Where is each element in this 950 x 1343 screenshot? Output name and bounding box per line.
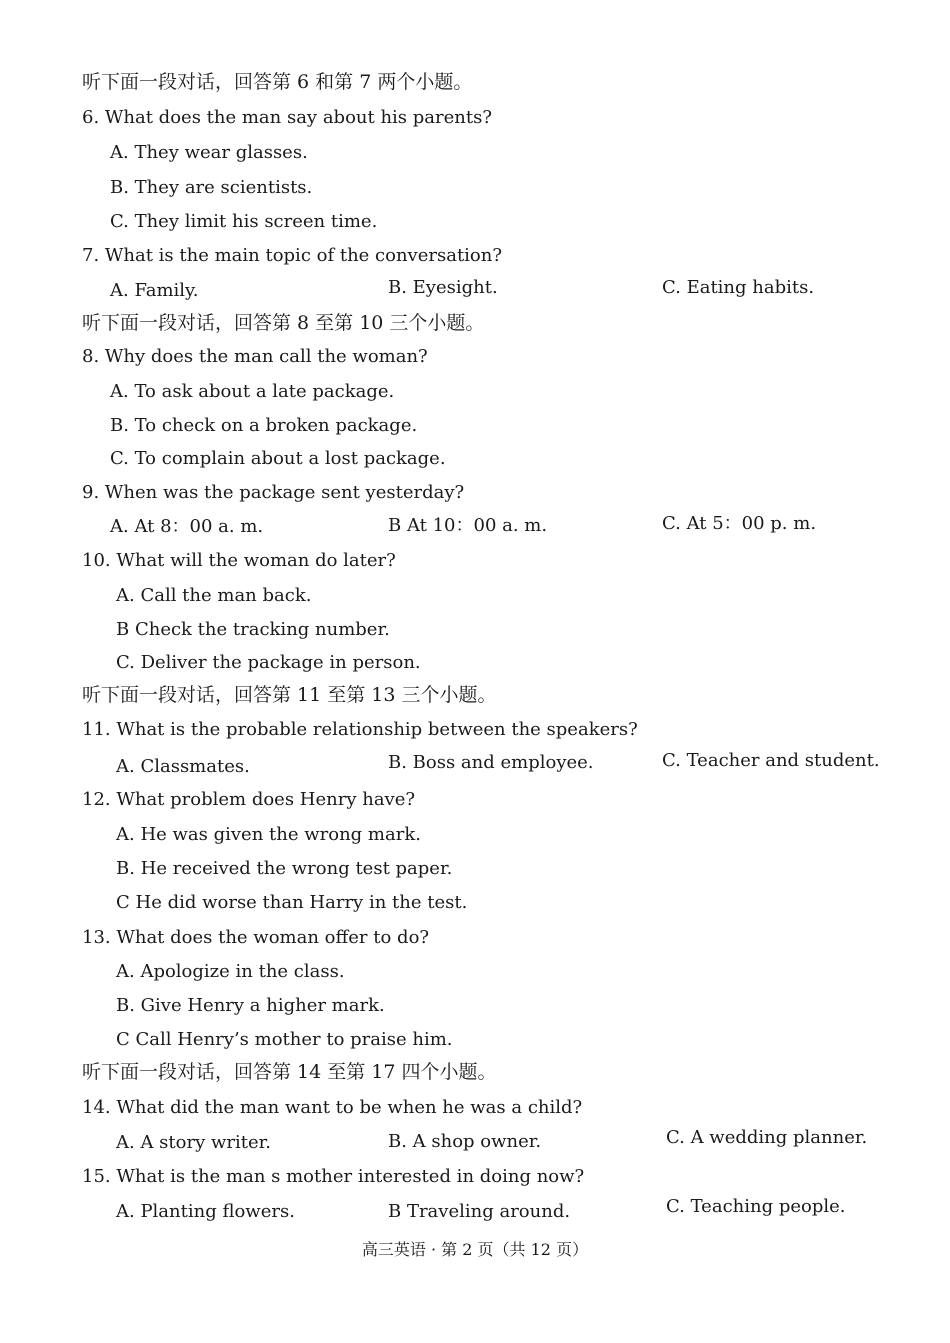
option-a: A. A story writer.: [116, 1132, 271, 1153]
option-c: C. A wedding planner.: [666, 1127, 868, 1148]
question-stem: 12. What problem does Henry have?: [82, 789, 416, 810]
question-stem: 11. What is the probable relationship between the speakers?: [82, 719, 638, 740]
question-stem: 7. What is the main topic of the conversation?: [82, 245, 503, 266]
option-c: C Call Henry’s mother to praise him.: [116, 1029, 453, 1050]
option-a: A. Classmates.: [116, 756, 250, 777]
option-b: B. A shop owner.: [388, 1131, 542, 1152]
question-stem: 15. What is the man s mother interested in doing now?: [82, 1166, 585, 1187]
section-instruction: 听下面一段对话，回答第 6 和第 7 两个小题。: [82, 71, 473, 93]
option-c: C He did worse than Harry in the test.: [116, 892, 468, 913]
section-instruction: 听下面一段对话，回答第 8 至第 10 三个小题。: [82, 312, 485, 334]
option-b: B. To check on a broken package.: [110, 415, 418, 436]
option-c: C. To complain about a lost package.: [110, 448, 446, 469]
option-b: B Traveling around.: [388, 1201, 571, 1222]
option-a: A. To ask about a late package.: [110, 381, 395, 402]
option-c: C. At 5：00 p. m.: [662, 513, 817, 534]
option-c: C. They limit his screen time.: [110, 211, 378, 232]
page-footer: 高三英语 · 第 2 页（共 12 页）: [361, 1240, 589, 1259]
section-instruction: 听下面一段对话，回答第 11 至第 13 三个小题。: [82, 684, 497, 706]
option-c: C. Deliver the package in person.: [116, 652, 421, 673]
question-stem: 10. What will the woman do later?: [82, 550, 396, 571]
option-a: A. They wear glasses.: [110, 142, 308, 163]
option-a: A. Apologize in the class.: [116, 961, 345, 982]
section-instruction: 听下面一段对话，回答第 14 至第 17 四个小题。: [82, 1061, 497, 1083]
option-c: C. Eating habits.: [662, 277, 815, 298]
question-stem: 6. What does the man say about his parents?: [82, 107, 492, 128]
option-a: A. At 8：00 a. m.: [110, 516, 264, 537]
option-b: B. He received the wrong test paper.: [116, 858, 453, 879]
option-b: B. They are scientists.: [110, 177, 313, 198]
option-a: A. He was given the wrong mark.: [116, 824, 421, 845]
question-stem: 13. What does the woman offer to do?: [82, 927, 430, 948]
question-stem: 14. What did the man want to be when he was a child?: [82, 1097, 583, 1118]
option-a: A. Family.: [110, 280, 199, 301]
option-b: B. Boss and employee.: [388, 752, 594, 773]
option-b: B Check the tracking number.: [116, 619, 390, 640]
option-a: A. Planting flowers.: [116, 1201, 295, 1222]
question-stem: 8. Why does the man call the woman?: [82, 346, 428, 367]
option-a: A. Call the man back.: [116, 585, 312, 606]
option-c: C. Teaching people.: [666, 1196, 846, 1217]
option-b: B At 10：00 a. m.: [388, 515, 548, 536]
option-c: C. Teacher and student.: [662, 750, 880, 771]
option-b: B. Give Henry a higher mark.: [116, 995, 385, 1016]
question-stem: 9. When was the package sent yesterday?: [82, 482, 465, 503]
option-b: B. Eyesight.: [388, 277, 498, 298]
